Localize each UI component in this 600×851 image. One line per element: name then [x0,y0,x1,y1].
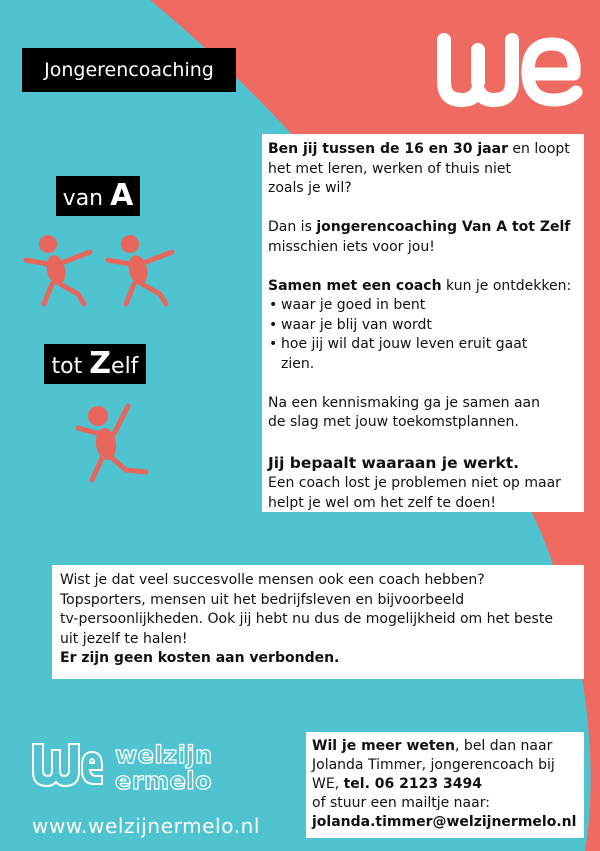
list-item: • waar je goed in bent [268,296,578,316]
we-logo-outline-icon [30,740,104,788]
phone-number[interactable]: tel. 06 2123 3494 [343,776,482,792]
walking-figure-icon [102,232,182,308]
coach-info-box: Wist je dat veel succesvolle mensen ook een coach hebben? Topsporters, mensen uit het bedrijfsleven en bijvoorbeeld tv-persoonlijkheden. Ook jij hebt nu dus de mogelijkheid om het beste uit jezelf te halen! Er zijn geen kosten aan verbonden. [52,565,584,679]
list-item: • hoe jij wil dat jouw leven eruit gaat zien. [268,335,578,374]
benefits-list [268,296,578,374]
we-logo-icon [436,30,584,110]
email-link[interactable]: jolanda.timmer@welzijnermelo.nl [312,814,577,830]
walking-figure-icon [20,232,100,308]
jumping-figure-icon [70,400,150,486]
page-title: Jongerencoaching [22,48,236,92]
website-link[interactable]: www.welzijnermelo.nl [32,814,261,838]
list-item: • waar je blij van wordt [268,316,578,336]
brand-name: welzijn ermelo [115,741,213,795]
contact-box: Wil je meer weten, bel dan naar Jolanda Timmer, jongerencoach bij WE, tel. 06 2123 3494 of stuur een mailtje naar: jolanda.timmer@welzijnermelo.nl [306,732,584,838]
tot-zelf-label: tot Zelf [44,344,146,384]
intro-text-box: Ben jij tussen de 16 en 30 jaar en loopt het met leren, werken of thuis niet zoals je wil? Dan is jongerencoaching Van A tot Zelf misschien iets voor jou! Samen met een coach kun je ontdekken: • waar je goed in bent • waar je blij van wordt • hoe jij wil dat jouw leven eruit gaat zien. Na een kennismaking ga je samen aan de slag met jouw toekomstplannen. Jij bepaalt waaraan je werkt. Een coach lost je problemen niet op maar helpt je wel om het zelf te doen! [262,134,584,512]
van-a-label: van A [56,176,140,216]
key-message: Jij bepaalt waaraan je werkt. [268,454,520,472]
